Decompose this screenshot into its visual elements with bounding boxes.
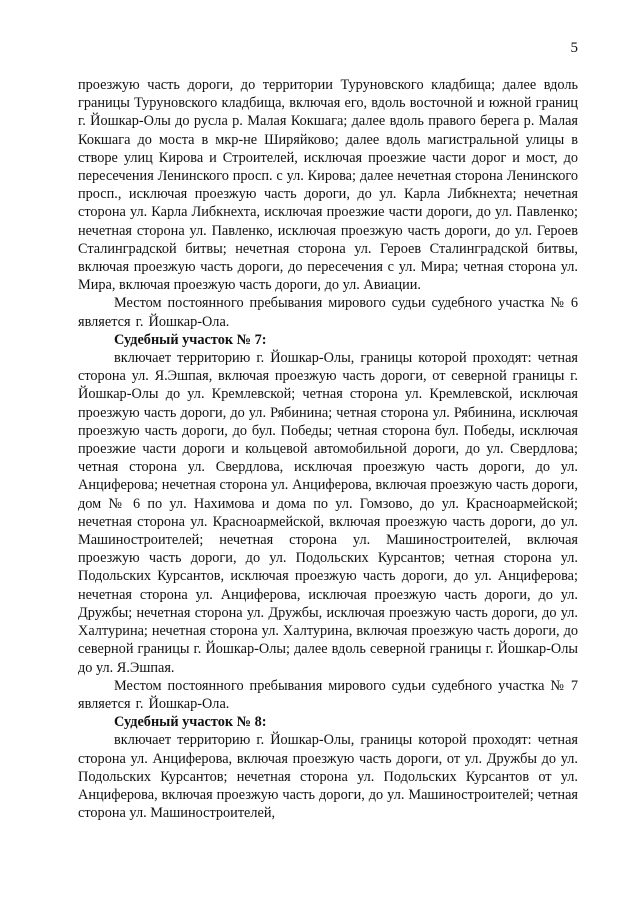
paragraph-district-7-boundaries: включает территорию г. Йошкар-Олы, границы которой проходят: четная сторона ул. Я.Эшпая, включая проезжую часть дороги, от северной границы г. Йошкар-Олы до ул. Кремлевской; четная сторона ул. Кремлевской, исключая проезжую часть дороги, до ул. Рябинина; четная сторона ул. Рябинина, исключая проезжую часть дороги, до бул. Победы; четная сторона бул. Победы, исключая проезжие части дороги и кольцевой автомобильной дороги, до ул. Свердлова; четная сторона ул. Свердлова, исключая проезжую часть дороги, до ул. Анциферова; нечетная сторона ул. Анциферова, включая проезжую часть дороги, дом № 6 по ул. Нахимова и дома по ул. Гомзово, до ул. Красноармейской; нечетная сторона ул. Красноармейской, включая проезжую часть дороги, до ул. Машиностроителей; нечетная сторона ул. Машиностроителей, включая проезжую часть дороги, до ул. Подольских Курсантов; четная сторона ул. Подольских Курсантов, исключая проезжую часть дороги, до ул. Анциферова; нечетная сторона ул. Анциферова, исключая проезжую часть дороги, до ул. Дружбы; нечетная сторона ул. Дружбы, исключая проезжую часть дороги, до ул. Халтурина; нечетная сторона ул. Халтурина, включая проезжую часть дороги, до северной границы г. Йошкар-Олы; далее вдоль северной границы г. Йошкар-Олы до ул. Я.Эшпая. xyxy=(78,350,578,676)
heading-court-district-8: Судебный участок № 8: xyxy=(114,714,267,731)
paragraph-judge-location-6: Местом постоянного пребывания мирового судьи судебного участка № 6 является г. Йошкар-Ола. xyxy=(78,295,578,330)
paragraph-district-8-boundaries: включает территорию г. Йошкар-Олы, границы которой проходят: четная сторона ул. Анциферова, включая проезжую часть дороги, от ул. Дружбы до ул. Подольских Курсантов; нечетная сторона ул. Подольских Курсантов от ул. Анциферова, включая проезжую часть дороги, до ул. Машиностроителей; четная сторона ул. Машиностроителей, xyxy=(78,732,578,822)
paragraph-boundary-continuation: проезжую часть дороги, до территории Туруновского кладбища; далее вдоль границы Туруновского кладбища, включая его, вдоль восточной и южной границ г. Йошкар-Олы до русла р. Малая Кокшага; далее вдоль правого берега р. Малая Кокшага до моста в мкр-не Ширяйково; далее вдоль магистральной улицы в створе улиц Кирова и Строителей, исключая проезжие части дорог и мост, до пересечения Ленинского просп. с ул. Кирова; далее нечетная сторона Ленинского просп., исключая проезжую часть дороги, до ул. Карла Либкнехта; нечетная сторона ул. Карла Либкнехта, исключая проезжие части дороги, до ул. Павленко; нечетная сторона ул. Павленко, исключая проезжую часть дороги, до ул. Героев Сталинградской битвы; нечетная сторона ул. Героев Сталинградской битвы, включая проезжую часть дороги, до пересечения с ул. Мира; четная сторона ул. Мира, включая проезжую часть дороги, до ул. Авиации. xyxy=(78,77,578,294)
document-body xyxy=(78,76,578,822)
page-number: 5 xyxy=(570,40,578,56)
heading-court-district-7: Судебный участок № 7: xyxy=(114,331,267,348)
paragraph-judge-location-7: Местом постоянного пребывания мирового судьи судебного участка № 7 является г. Йошкар-Ола. xyxy=(78,677,578,712)
